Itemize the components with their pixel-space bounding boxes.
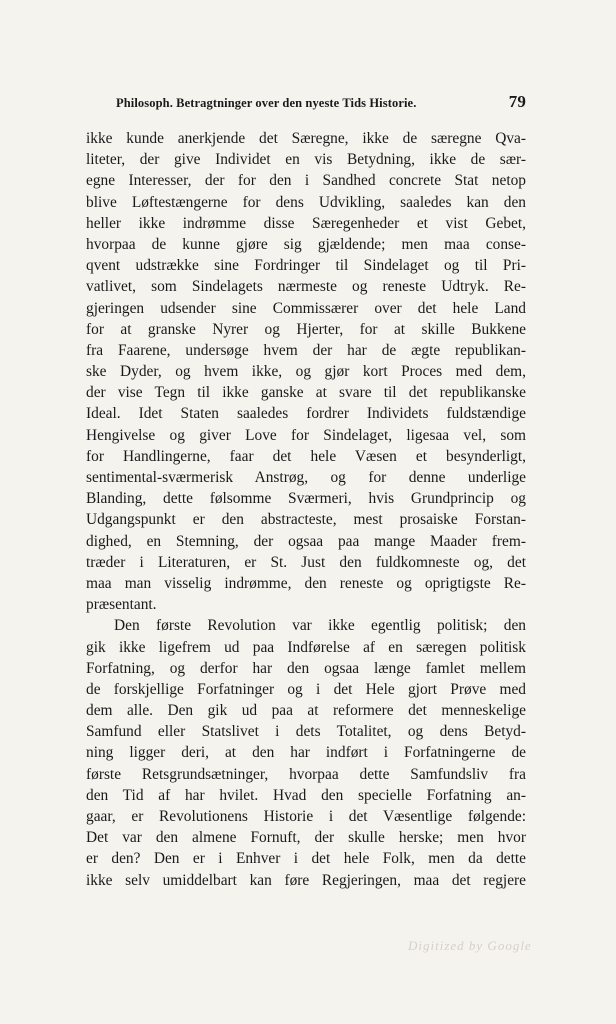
text-line: liteter, der give Individet en vis Betydning, ikke de sær- [86, 151, 526, 169]
text-line: Ideal. Idet Staten saaledes fordrer Individets fuldstændige [86, 405, 526, 423]
text-line: dem alle. Den gik ud paa at reformere det menneskelige [86, 702, 526, 720]
text-line: Udgangspunkt er den abstracteste, mest prosaiske Forstan- [86, 511, 526, 529]
text-line: Forfatning, og derfor har den ogsaa længe famlet mellem [86, 659, 526, 677]
text-line: vatlivet, som Sindelagets nærmeste og reneste Udtryk. Re- [86, 278, 526, 296]
text-line: første Retsgrundsætninger, hvorpaa dette Samfundsliv fra [86, 765, 526, 783]
digitization-stamp: Digitized by Google [408, 938, 532, 953]
text-line: gjeringen udsender sine Commissærer over det hele Land [86, 299, 526, 317]
text-line: der vise Tegn til ikke ganske at svare til det republikanske [86, 384, 526, 402]
text-line: ning ligger deri, at den har indført i Forfatningerne de [86, 744, 526, 762]
text-line: ske Dyder, og hvem ikke, og gjør kort Proces med dem, [86, 363, 526, 381]
text-line: blive Løftestængerne for dens Udvikling, saaledes kan den [86, 193, 526, 211]
text-line: Samfund eller Statslivet i dets Totalitet, og dens Betyd- [86, 723, 526, 741]
text-line: den Tid af har hvilet. Hvad den specielle Forfatning an- [86, 786, 526, 804]
text-line: gaar, er Revolutionens Historie i det Væsentlige følgende: [86, 808, 526, 825]
text-line: Det var den almene Fornuft, der skulle herske; men hvor [86, 829, 526, 847]
text-line: egne Interesser, der for den i Sandhed concrete Stat netop [86, 172, 526, 190]
text-line: ikke kunde anerkjende det Særegne, ikke de særegne Qva- [86, 130, 526, 147]
text-line: Den første Revolution var ikke egentlig politisk; den [114, 617, 526, 635]
text-line: sentimental-sværmerisk Anstrøg, og for denne underlige [86, 469, 526, 486]
text-line: for Handlingerne, faar det hele Væsen et besynderligt, [86, 447, 526, 465]
text-line: er den? Den er i Enhver i det hele Folk, men da dette [86, 850, 526, 868]
text-line: Blanding, dette følsomme Sværmeri, hvis Grundprincip og [86, 490, 526, 508]
running-head-title: Philosoph. Betragtninger over den nyeste Tids Historie. [116, 96, 417, 110]
running-head [96, 94, 536, 116]
text-line: maa man visselig indrømme, den reneste og oprigtigste Re- [86, 574, 526, 592]
text-line: qvent udstrække sine Fordringer til Sindelaget og til Pri- [86, 257, 526, 275]
text-line: dighed, en Stemning, der ogsaa paa mange Maader frem- [86, 532, 526, 550]
text-line: fra Faarene, undersøge hvem der har de ægte republikan- [86, 341, 526, 359]
text-line: hvorpaa de kunne gjøre sig gjældende; men maa conse- [86, 235, 526, 253]
text-line: træder i Literaturen, er St. Just den fuldkomneste og, det [86, 553, 526, 571]
text-line: præsentant. [86, 596, 157, 614]
text-line: heller ikke indrømme disse Særegenheder et vist Gebet, [86, 214, 526, 232]
text-line: ikke selv umiddelbart kan føre Regjeringen, maa det regjere [86, 871, 526, 889]
body-text [86, 128, 526, 891]
text-line: for at granske Nyrer og Hjerter, for at skille Bukkene [86, 320, 526, 338]
page-number: 79 [508, 92, 526, 111]
text-line: de forskjellige Forfatninger og i det Hele gjort Prøve med [86, 680, 526, 698]
text-line: gik ikke ligefrem ud paa Indførelse af en særegen politisk [86, 638, 526, 656]
text-line: Hengivelse og giver Love for Sindelaget, ligesaa vel, som [86, 426, 526, 444]
